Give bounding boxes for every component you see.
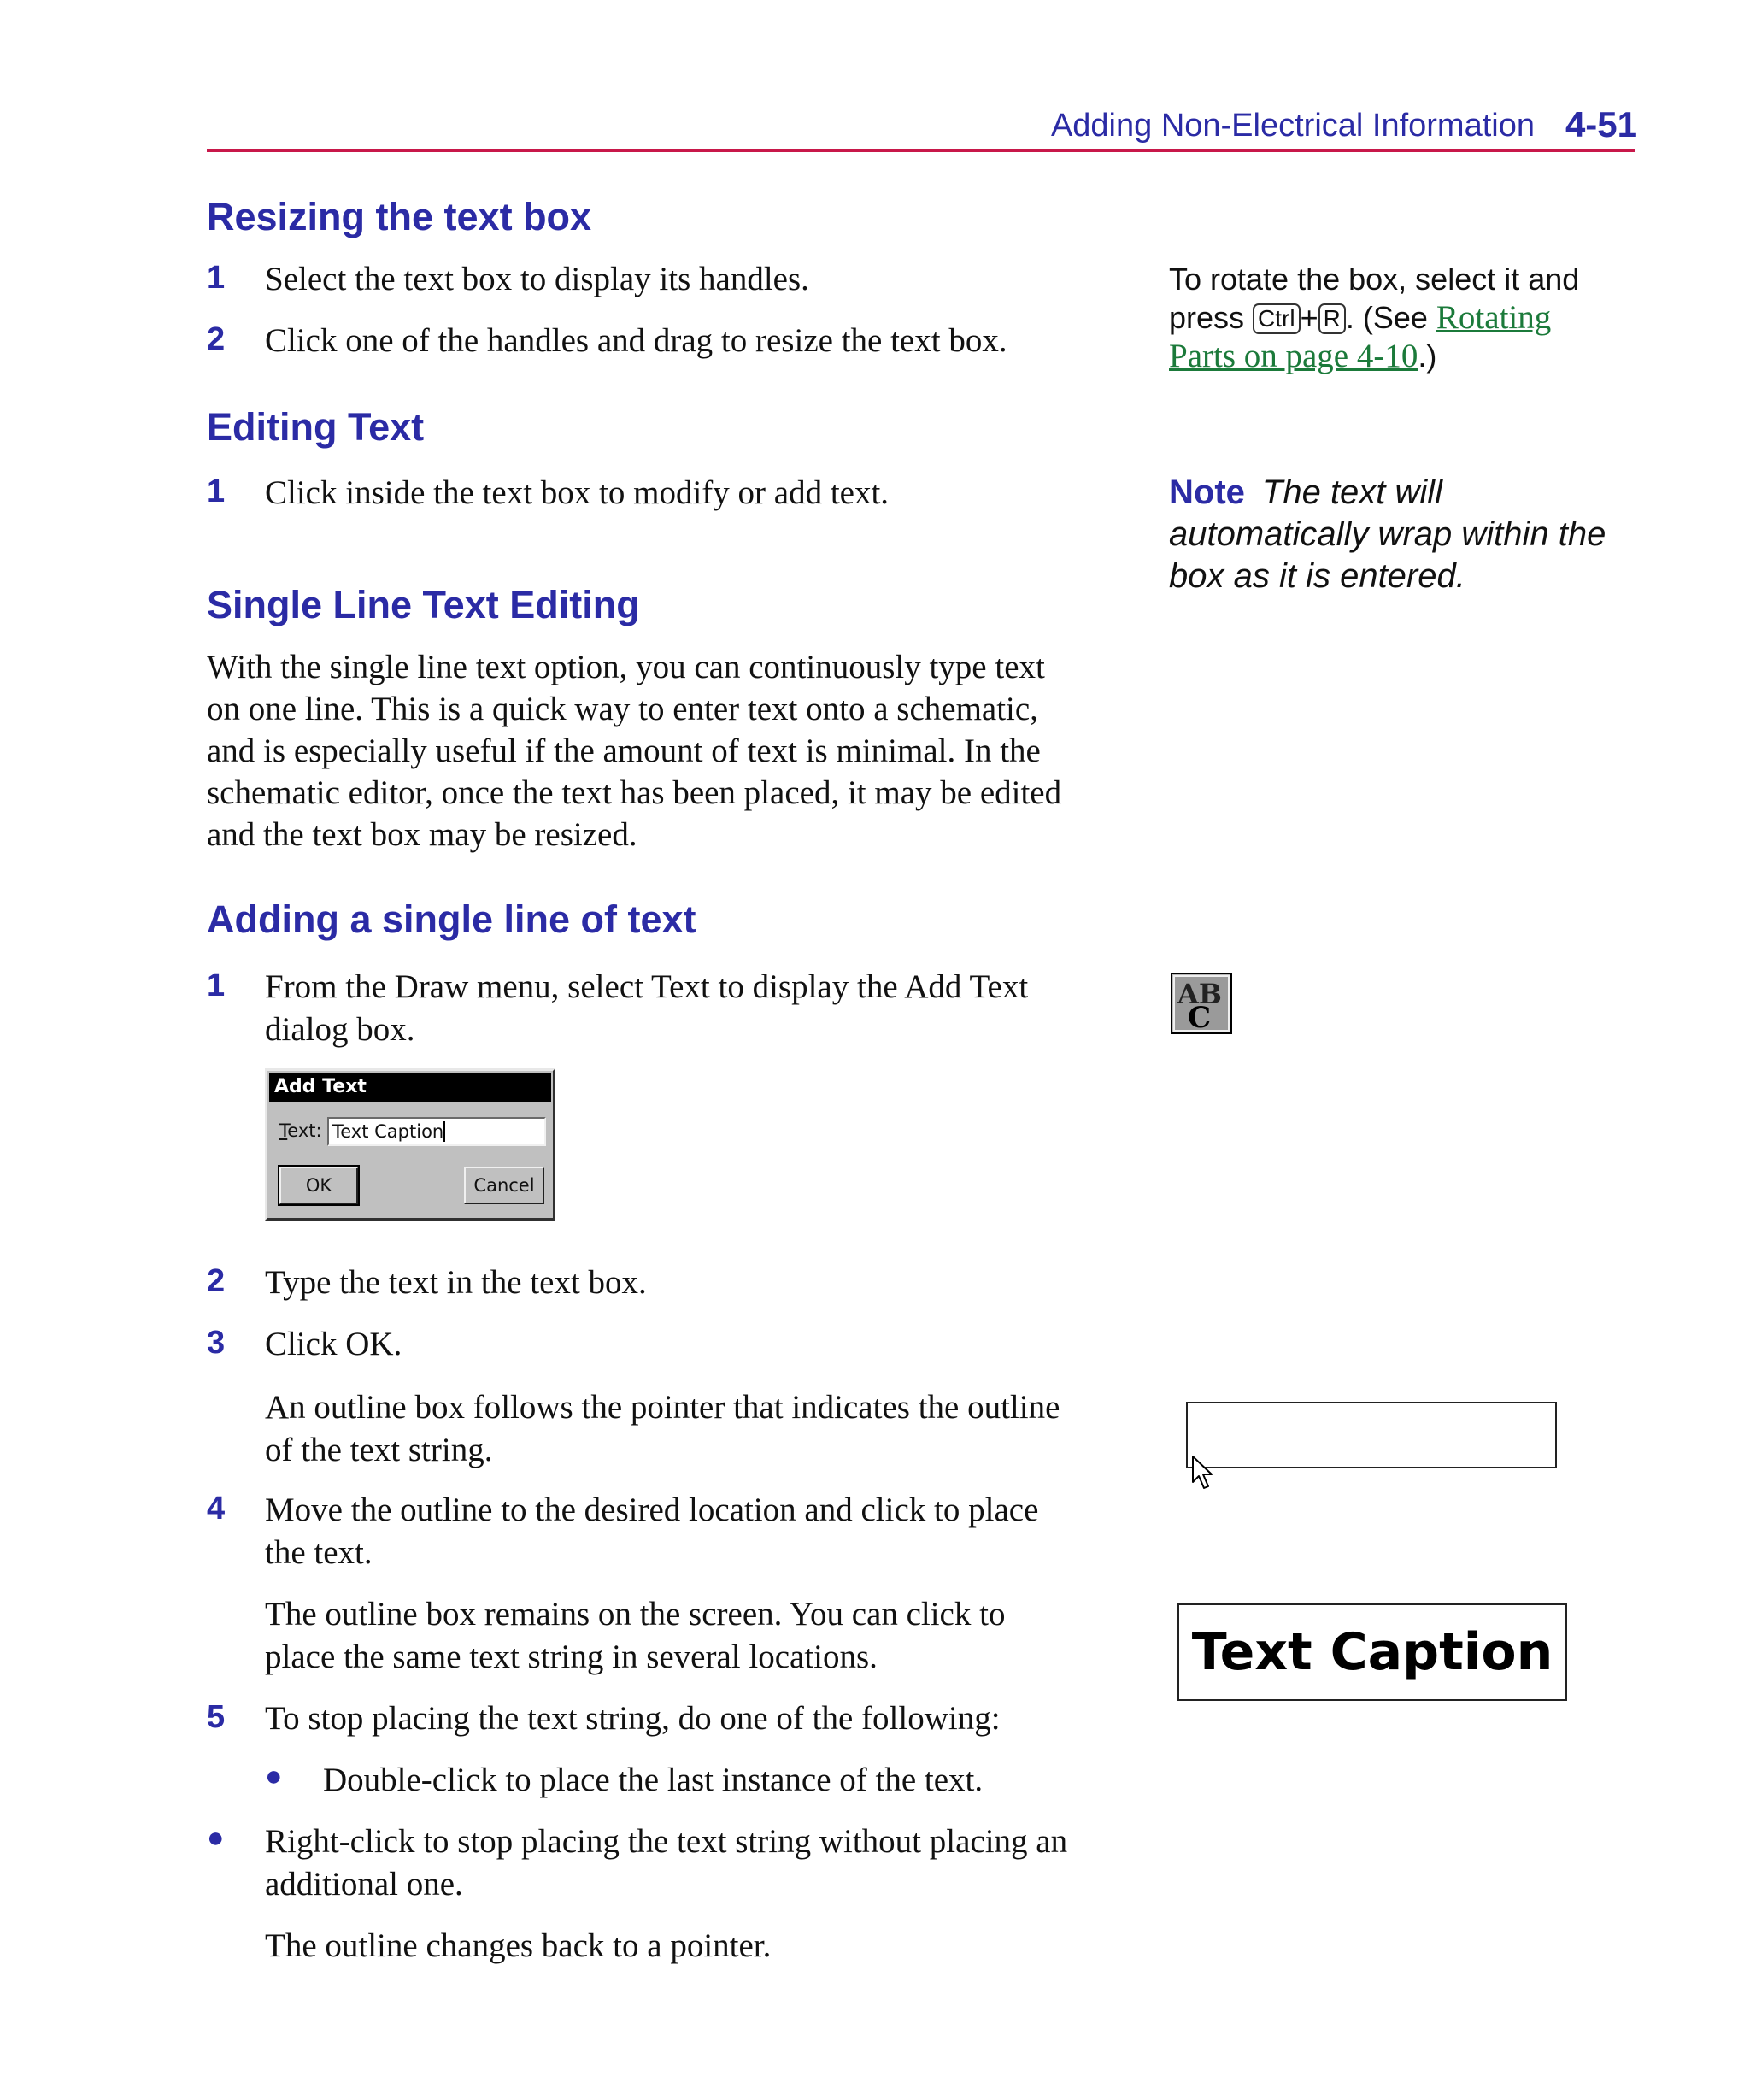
abc-text-tool-icon bbox=[1171, 973, 1232, 1034]
step-line: From the Draw menu, select Text to display the Add Text bbox=[265, 968, 1029, 1005]
header-rule bbox=[207, 149, 1635, 152]
rotate-note-text: press bbox=[1169, 300, 1245, 335]
step-text: Click one of the handles and drag to resize the text box. bbox=[265, 322, 1007, 359]
running-header-title: Adding Non-Electrical Information bbox=[1050, 108, 1535, 144]
input-value: Text Caption bbox=[332, 1121, 444, 1142]
ok-button[interactable]: OK bbox=[279, 1167, 358, 1204]
note-text: The text will bbox=[1261, 474, 1443, 511]
rotate-note-line bbox=[1169, 298, 1647, 337]
dialog-text-input[interactable] bbox=[327, 1117, 546, 1146]
rotate-note-text: .) bbox=[1418, 338, 1437, 374]
text-cursor bbox=[443, 1121, 445, 1142]
step-line: dialog box. bbox=[265, 1011, 415, 1048]
note-text: box as it is entered. bbox=[1169, 557, 1465, 595]
add-text-dialog bbox=[265, 1068, 555, 1221]
step-text: Type the text in the text box. bbox=[265, 1264, 647, 1301]
paragraph-line: and is especially useful if the amount of text is minimal. In the bbox=[207, 732, 1041, 769]
step-line: Move the outline to the desired location and click to place bbox=[265, 1491, 1039, 1528]
final-text: The outline changes back to a pointer. bbox=[265, 1927, 772, 1964]
paragraph-line: schematic editor, once the text has been placed, it may be edited bbox=[207, 774, 1062, 811]
paragraph-line: With the single line text option, you can continuously type text bbox=[207, 649, 1045, 685]
text-caption-illustration: Text Caption bbox=[1177, 1603, 1567, 1701]
heading-resizing: Resizing the text box bbox=[207, 195, 592, 238]
note-text: automatically wrap within the bbox=[1169, 515, 1606, 553]
step-line: The outline box remains on the screen. You can click to bbox=[265, 1596, 1006, 1632]
page-number: 4-51 bbox=[1565, 104, 1637, 144]
step-number: 2 bbox=[207, 1263, 226, 1299]
rotate-note-text: . (See bbox=[1345, 300, 1428, 335]
svg-text:C: C bbox=[1188, 1001, 1212, 1034]
heading-single-line: Single Line Text Editing bbox=[207, 583, 640, 626]
step-text bbox=[265, 966, 1111, 1051]
step-line: the text. bbox=[265, 1534, 373, 1571]
ctrl-key: Ctrl bbox=[1253, 303, 1301, 334]
step-line: of the text string. bbox=[265, 1432, 493, 1468]
step-number: 2 bbox=[207, 321, 226, 357]
step-text bbox=[265, 1489, 1111, 1574]
step-number: 3 bbox=[207, 1325, 226, 1361]
step-number: 1 bbox=[207, 260, 226, 296]
rotate-note-line bbox=[1169, 337, 1647, 375]
step-detail bbox=[265, 1593, 1111, 1679]
heading-adding-single-line: Adding a single line of text bbox=[207, 897, 696, 941]
step-text: To stop placing the text string, do one of the following: bbox=[265, 1700, 1001, 1737]
step-detail bbox=[265, 1386, 1111, 1472]
label-rest: ext: bbox=[287, 1121, 322, 1141]
cancel-button[interactable]: Cancel bbox=[464, 1167, 544, 1204]
bullet-icon: ● bbox=[265, 1761, 283, 1792]
note-label: Note bbox=[1169, 474, 1245, 511]
step-number: 1 bbox=[207, 968, 226, 1003]
plus-sign: + bbox=[1300, 300, 1318, 335]
step-number: 1 bbox=[207, 474, 226, 509]
bullet-icon: ● bbox=[207, 1822, 225, 1854]
paragraph-line: on one line. This is a quick way to enter text onto a schematic, bbox=[207, 691, 1038, 727]
r-key: R bbox=[1318, 303, 1346, 334]
step-line: Right-click to stop placing the text string without placing an bbox=[265, 1823, 1068, 1860]
step-text: Select the text box to display its handles. bbox=[265, 261, 809, 297]
rotating-parts-link-cont[interactable]: Parts on page 4-10 bbox=[1169, 338, 1418, 374]
step-text: Click OK. bbox=[265, 1326, 402, 1362]
svg-text:AB: AB bbox=[1177, 978, 1222, 1010]
step-number: 4 bbox=[207, 1491, 226, 1526]
paragraph-line: and the text box may be resized. bbox=[207, 816, 637, 853]
step-number: 5 bbox=[207, 1699, 226, 1735]
rotate-side-note bbox=[1169, 260, 1647, 375]
label-mnemonic: T bbox=[279, 1121, 288, 1141]
dialog-title: Add Text bbox=[269, 1073, 551, 1102]
wrap-note bbox=[1169, 472, 1647, 597]
note-line bbox=[1169, 472, 1647, 514]
rotate-note-line: To rotate the box, select it and bbox=[1169, 262, 1580, 297]
single-line-paragraph bbox=[207, 646, 1130, 856]
dialog-text-label bbox=[279, 1121, 322, 1141]
heading-editing-text: Editing Text bbox=[207, 405, 425, 449]
step-text: Click inside the text box to modify or add text. bbox=[265, 474, 890, 511]
step-line: place the same text string in several locations. bbox=[265, 1638, 878, 1675]
bullet-text bbox=[265, 1821, 1111, 1906]
outline-box-illustration bbox=[1186, 1402, 1557, 1468]
arrow-cursor-icon bbox=[1191, 1455, 1217, 1492]
step-line: additional one. bbox=[265, 1866, 463, 1903]
rotating-parts-link[interactable]: Rotating bbox=[1436, 299, 1552, 336]
step-line: An outline box follows the pointer that indicates the outline bbox=[265, 1389, 1060, 1426]
bullet-text: Double-click to place the last instance of the text. bbox=[323, 1762, 984, 1798]
